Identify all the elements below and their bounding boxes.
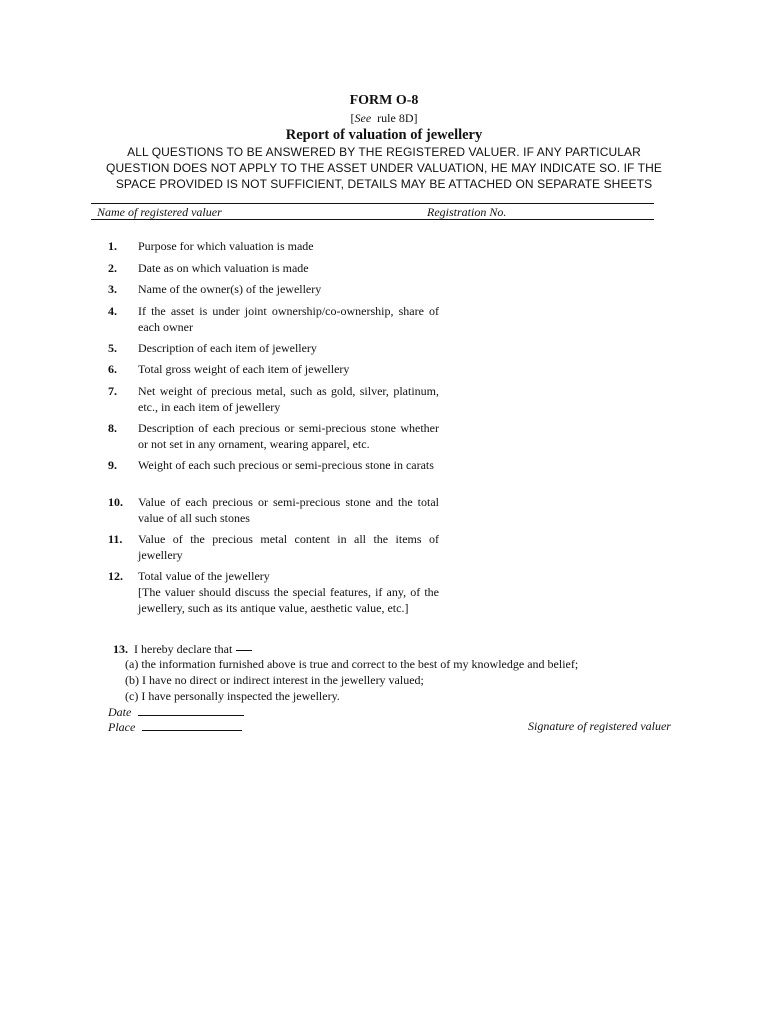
declaration-item: (a) the information furnished above is true and correct to the best of my knowledge and belief; <box>125 657 579 671</box>
question-text: Description of each precious or semi-precious stone whether or not set in any ornament, wearing apparel, etc. <box>138 421 439 451</box>
question-text: Date as on which valuation is made <box>138 261 309 275</box>
question-number: 8. <box>108 421 117 435</box>
question-note: [The valuer should discuss the special features, if any, of the jewellery, such as its antique value, aesthetic value, etc.] <box>138 585 439 615</box>
declaration-number: 13. <box>113 642 128 656</box>
question-text: Net weight of precious metal, such as gold, silver, platinum, etc., in each item of jewellery <box>138 384 439 414</box>
rule-text: rule 8D] <box>377 111 418 125</box>
question-number: 11. <box>108 532 123 546</box>
rule-reference <box>0 111 768 126</box>
question-number: 6. <box>108 362 117 376</box>
instructions: ALL QUESTIONS TO BE ANSWERED BY THE REGISTERED VALUER. IF ANY PARTICULAR QUESTION DOES NOT APPLY TO THE ASSET UNDER VALUATION, HE MAY INDICATE SO. IF THE SPACE PROVIDED IS NOT SUFFICIENT, DETAILS MAY BE ATTACHED ON SEPARATE SHEETS <box>106 145 662 191</box>
question-number: 3. <box>108 282 117 296</box>
declaration-intro-text: I hereby declare that <box>134 642 233 656</box>
rule-open: [ <box>350 111 355 125</box>
question-text: Name of the owner(s) of the jewellery <box>138 282 322 296</box>
divider-bottom <box>91 219 654 220</box>
place-label: Place <box>108 720 136 734</box>
valuer-name-label: Name of registered valuer <box>97 205 222 219</box>
question-number: 12. <box>108 569 123 583</box>
rule-see: See <box>354 111 372 125</box>
declaration-intro <box>113 641 252 657</box>
declaration-item: (c) I have personally inspected the jewellery. <box>125 689 340 703</box>
question-number: 10. <box>108 495 123 509</box>
report-title: Report of valuation of jewellery <box>285 127 483 143</box>
question-text: Description of each item of jewellery <box>138 341 317 355</box>
question-text: Purpose for which valuation is made <box>138 239 314 253</box>
question-text: Total gross weight of each item of jewellery <box>138 362 350 376</box>
question-text: Value of the precious metal content in all the items of jewellery <box>138 532 439 562</box>
question-text: If the asset is under joint ownership/co-ownership, share of each owner <box>138 304 439 334</box>
date-field <box>108 704 244 720</box>
form-title: FORM O-8 <box>349 93 419 108</box>
place-underline[interactable] <box>142 719 242 731</box>
question-number: 2. <box>108 261 117 275</box>
question-text: Value of each precious or semi-precious stone and the total value of all such stones <box>138 495 439 525</box>
signature-label: Signature of registered valuer <box>528 719 671 733</box>
question-number: 1. <box>108 239 117 253</box>
declaration-item: (b) I have no direct or indirect interest in the jewellery valued; <box>125 673 424 687</box>
question-number: 9. <box>108 458 117 472</box>
question-number: 7. <box>108 384 117 398</box>
question-main-text: Total value of the jewellery <box>138 569 270 583</box>
question-text <box>138 568 439 616</box>
place-field <box>108 719 242 735</box>
question-number: 4. <box>108 304 117 318</box>
registration-label: Registration No. <box>427 205 507 219</box>
dash-line <box>236 650 252 651</box>
valuer-row <box>97 205 654 220</box>
date-label: Date <box>108 705 132 719</box>
question-number: 5. <box>108 341 117 355</box>
date-underline[interactable] <box>138 704 244 716</box>
divider-top <box>91 203 654 204</box>
question-text: Weight of each such precious or semi-precious stone in carats <box>138 458 434 472</box>
